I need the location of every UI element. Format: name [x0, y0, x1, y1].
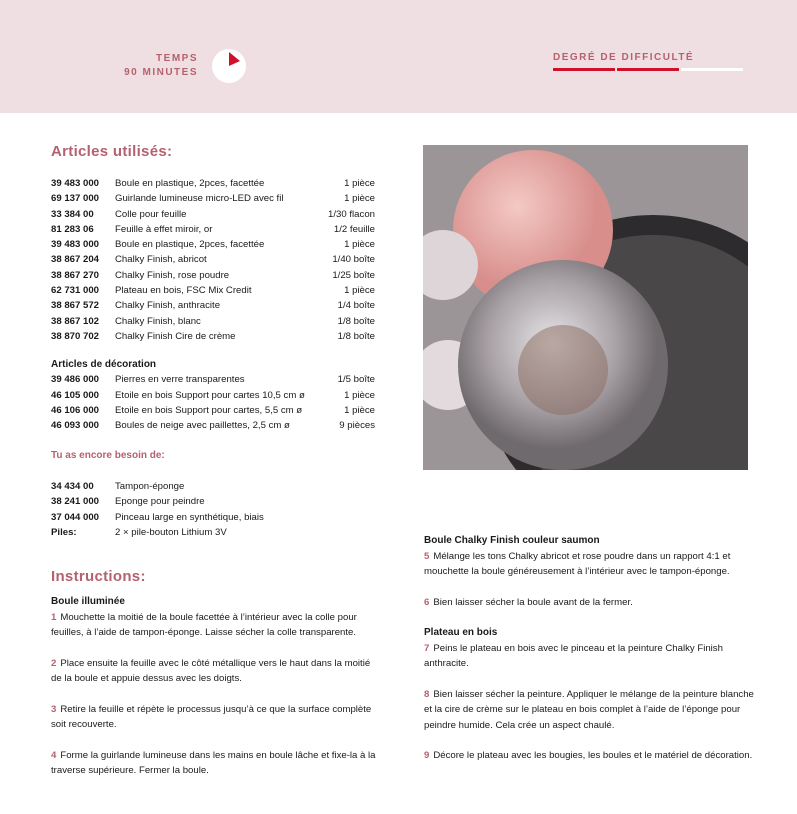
header-band — [0, 0, 797, 113]
time-info — [124, 52, 198, 80]
item-description: Etoile en bois Support pour cartes, 5,5 cm ø — [115, 404, 303, 416]
time-value: 90 MINUTES — [124, 67, 198, 78]
needed-list — [51, 479, 375, 540]
item-code: 39 483 000 — [51, 178, 100, 189]
item-description: Guirlande lumineuse micro-LED avec fil — [115, 193, 284, 205]
item-code: 38 867 572 — [51, 300, 100, 312]
item-description: 2 × pile-bouton Lithium 3V — [115, 526, 227, 538]
list-item — [51, 525, 375, 540]
list-item — [51, 268, 375, 283]
list-item — [51, 314, 375, 329]
list-item — [51, 207, 375, 222]
list-item — [51, 403, 375, 418]
step-text: Forme la guirlande lumineuse dans les mains en boule lâche et fixe-la à la traverse supérieure. Fermer la boule. — [51, 749, 376, 776]
instruction-step — [51, 702, 376, 733]
needed-title: Tu as encore besoin de: — [51, 450, 165, 461]
step-text: Bien laisser sécher la peinture. Appliquer le mélange de la peinture blanche et la cire de crème sur le plateau en bois complet à l’aide de l’éponge pour peindre humide. Cela crée un aspect chaulé. — [424, 688, 754, 731]
list-item — [51, 418, 375, 433]
item-description: Tampon-éponge — [115, 481, 185, 492]
step-text: Mélange les tons Chalky abricot et rose poudre dans un rapport 4:1 et mouchette la boule généreusement à l’intérieur avec le tampon-éponge. — [424, 550, 731, 577]
instructions-left — [51, 594, 376, 794]
step-number: 5 — [424, 550, 430, 562]
item-description: Pierres en verre transparentes — [115, 374, 245, 386]
instruction-step — [51, 610, 376, 641]
item-quantity: 1 pièce — [344, 404, 375, 416]
section-title: Boule illuminée — [51, 596, 125, 607]
item-description: Chalky Finish, anthracite — [115, 300, 221, 312]
difficulty-bar-3 — [681, 68, 743, 71]
list-item — [51, 298, 375, 313]
item-quantity: 1 pièce — [344, 239, 375, 251]
step-number: 2 — [51, 657, 57, 669]
item-description: Etoile en bois Support pour cartes 10,5 cm ø — [115, 389, 305, 401]
item-code: 34 434 00 — [51, 481, 94, 492]
step-number: 9 — [424, 750, 430, 761]
item-quantity: 1 pièce — [344, 178, 375, 189]
difficulty-bar-1 — [553, 68, 615, 71]
item-code: 39 486 000 — [51, 374, 100, 386]
item-quantity: 1 pièce — [344, 285, 375, 297]
decoration-list — [51, 357, 375, 433]
list-item — [51, 237, 375, 252]
item-description: Plateau en bois, FSC Mix Credit — [115, 285, 252, 297]
item-description: Chalky Finish, abricot — [115, 254, 207, 266]
list-item — [51, 479, 375, 494]
instruction-step — [424, 549, 754, 580]
step-text: Bien laisser sécher la boule avant de la fermer. — [433, 596, 633, 608]
item-description: Boule en plastique, 2pces, facettée — [115, 239, 265, 251]
step-text: Peins le plateau en bois avec le pinceau et la peinture Chalky Finish anthracite. — [424, 642, 723, 669]
section-title: Boule Chalky Finish couleur saumon — [424, 535, 600, 546]
item-description: Chalky Finish, rose poudre — [115, 269, 230, 281]
item-quantity: 1/8 boîte — [337, 330, 375, 342]
item-code: Piles: — [51, 526, 77, 538]
item-code: 33 384 00 — [51, 208, 94, 220]
item-description: Chalky Finish Cire de crème — [115, 330, 236, 342]
list-item — [51, 329, 375, 344]
time-label: TEMPS — [156, 53, 198, 64]
item-code: 38 867 204 — [51, 254, 100, 266]
list-item — [51, 252, 375, 267]
step-number: 7 — [424, 642, 430, 654]
item-quantity: 1/30 flacon — [328, 208, 375, 220]
item-quantity: 1 pièce — [344, 193, 375, 205]
time-wedge — [229, 52, 240, 66]
instruction-step — [51, 656, 376, 687]
item-quantity: 1/5 boîte — [337, 374, 375, 386]
item-code: 46 105 000 — [51, 389, 100, 401]
item-quantity: 1/40 boîte — [332, 254, 375, 266]
clock-icon — [212, 49, 246, 83]
item-description: Eponge pour peindre — [115, 496, 205, 508]
item-code: 46 106 000 — [51, 404, 100, 416]
step-number: 4 — [51, 749, 57, 761]
item-description: Pinceau large en synthétique, biais — [115, 511, 264, 523]
product-photo — [423, 145, 748, 470]
item-code: 38 867 102 — [51, 315, 100, 327]
list-item — [51, 283, 375, 298]
list-item — [51, 222, 375, 237]
item-code: 39 483 000 — [51, 239, 100, 251]
list-item — [51, 372, 375, 387]
step-text: Place ensuite la feuille avec le côté métallique vers le haut dans la moitié de la boule et appuie dessus avec les doigts. — [51, 657, 371, 684]
instruction-step — [424, 748, 754, 764]
list-item — [51, 510, 375, 525]
item-quantity: 1/25 boîte — [332, 269, 375, 281]
step-number: 8 — [424, 688, 430, 700]
step-number: 1 — [51, 611, 57, 623]
list-item — [51, 388, 375, 403]
instruction-step — [424, 641, 754, 672]
item-code: 81 283 06 — [51, 223, 94, 235]
instruction-step — [424, 687, 754, 734]
instruction-step — [424, 595, 754, 611]
list-item — [51, 494, 375, 509]
item-quantity: 1 pièce — [344, 389, 375, 401]
step-text: Décore le plateau avec les bougies, les boules et le matériel de décoration. — [433, 750, 753, 761]
item-description: Boules de neige avec paillettes, 2,5 cm ø — [115, 420, 290, 432]
item-description: Boule en plastique, 2pces, facettée — [115, 178, 265, 189]
difficulty-label: DEGRÉ DE DIFFICULTÉ — [553, 52, 695, 63]
item-description: Chalky Finish, blanc — [115, 315, 201, 327]
list-item — [51, 176, 375, 191]
item-code: 69 137 000 — [51, 193, 100, 205]
decoration-title: Articles de décoration — [51, 359, 157, 370]
item-quantity: 1/2 feuille — [333, 223, 375, 235]
item-quantity: 1/4 boîte — [337, 300, 375, 312]
item-code: 38 241 000 — [51, 496, 100, 508]
item-quantity: 9 pièces — [339, 420, 375, 432]
instruction-step — [51, 748, 376, 779]
item-code: 46 093 000 — [51, 420, 100, 432]
item-code: 38 867 270 — [51, 269, 100, 281]
item-quantity: 1/8 boîte — [337, 315, 375, 327]
articles-title: Articles utilisés: — [51, 143, 173, 160]
instructions-title: Instructions: — [51, 568, 146, 585]
articles-list — [51, 176, 375, 344]
difficulty-bars — [553, 68, 743, 71]
instructions-right — [424, 533, 754, 779]
step-text: Mouchette la moitié de la boule facettée à l’intérieur avec la colle pour feuilles, à l’aide de tampon-éponge. Laisse sécher la colle transparente. — [51, 611, 357, 638]
difficulty-bar-2 — [617, 68, 679, 71]
item-code: 37 044 000 — [51, 511, 100, 523]
step-number: 6 — [424, 596, 430, 608]
item-code: 62 731 000 — [51, 285, 100, 297]
item-code: 38 870 702 — [51, 330, 100, 342]
section-title: Plateau en bois — [424, 627, 498, 638]
item-description: Feuille à effet miroir, or — [115, 223, 213, 235]
list-item — [51, 191, 375, 206]
item-description: Colle pour feuille — [115, 208, 187, 220]
step-number: 3 — [51, 703, 57, 715]
step-text: Retire la feuille et répète le processus jusqu’à ce que la surface complète soit recouverte. — [51, 703, 372, 730]
